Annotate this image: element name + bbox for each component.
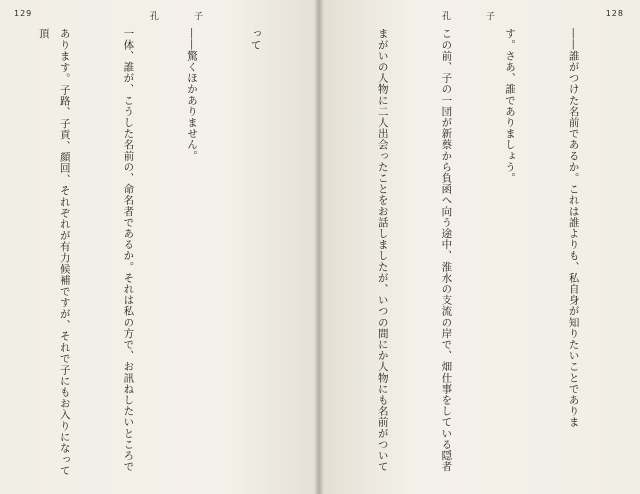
text-line: ――驚くほかありません。 [185,28,198,162]
left-page-number: 129 [14,9,33,18]
right-body-text [332,28,626,476]
text-line: あります。子路、子貢、顔回、それぞれが有力候補ですが、それで子にもお入りになって頂 [37,28,71,476]
left-page [0,0,318,494]
text-line: まがいの人物に二人出会ったことをお話しましたが、いつの間にか人物にも名前がついて [376,28,389,472]
right-page [318,0,640,494]
text-line: す。さあ、誰でありましょう。 [503,28,516,184]
right-page-number: 128 [605,9,624,18]
text-line: この前、子の一団が新蔡から負函へ向う途中、淮水の支流の岸で、畑仕事をしている隠者 [440,28,453,472]
left-running-title: 孔 子 [150,12,205,22]
text-line: ――誰がつけた名前であるか。これは誰よりも、私自身が知りたいことでありま [567,28,580,428]
text-line: って [249,28,262,51]
text-line: 一体、誰が、こうした名前の、命名者であるか。それは私の方で、お訊ねしたいところで [122,28,135,472]
right-running-title: 孔 子 [442,12,497,22]
left-body-text [18,28,308,476]
